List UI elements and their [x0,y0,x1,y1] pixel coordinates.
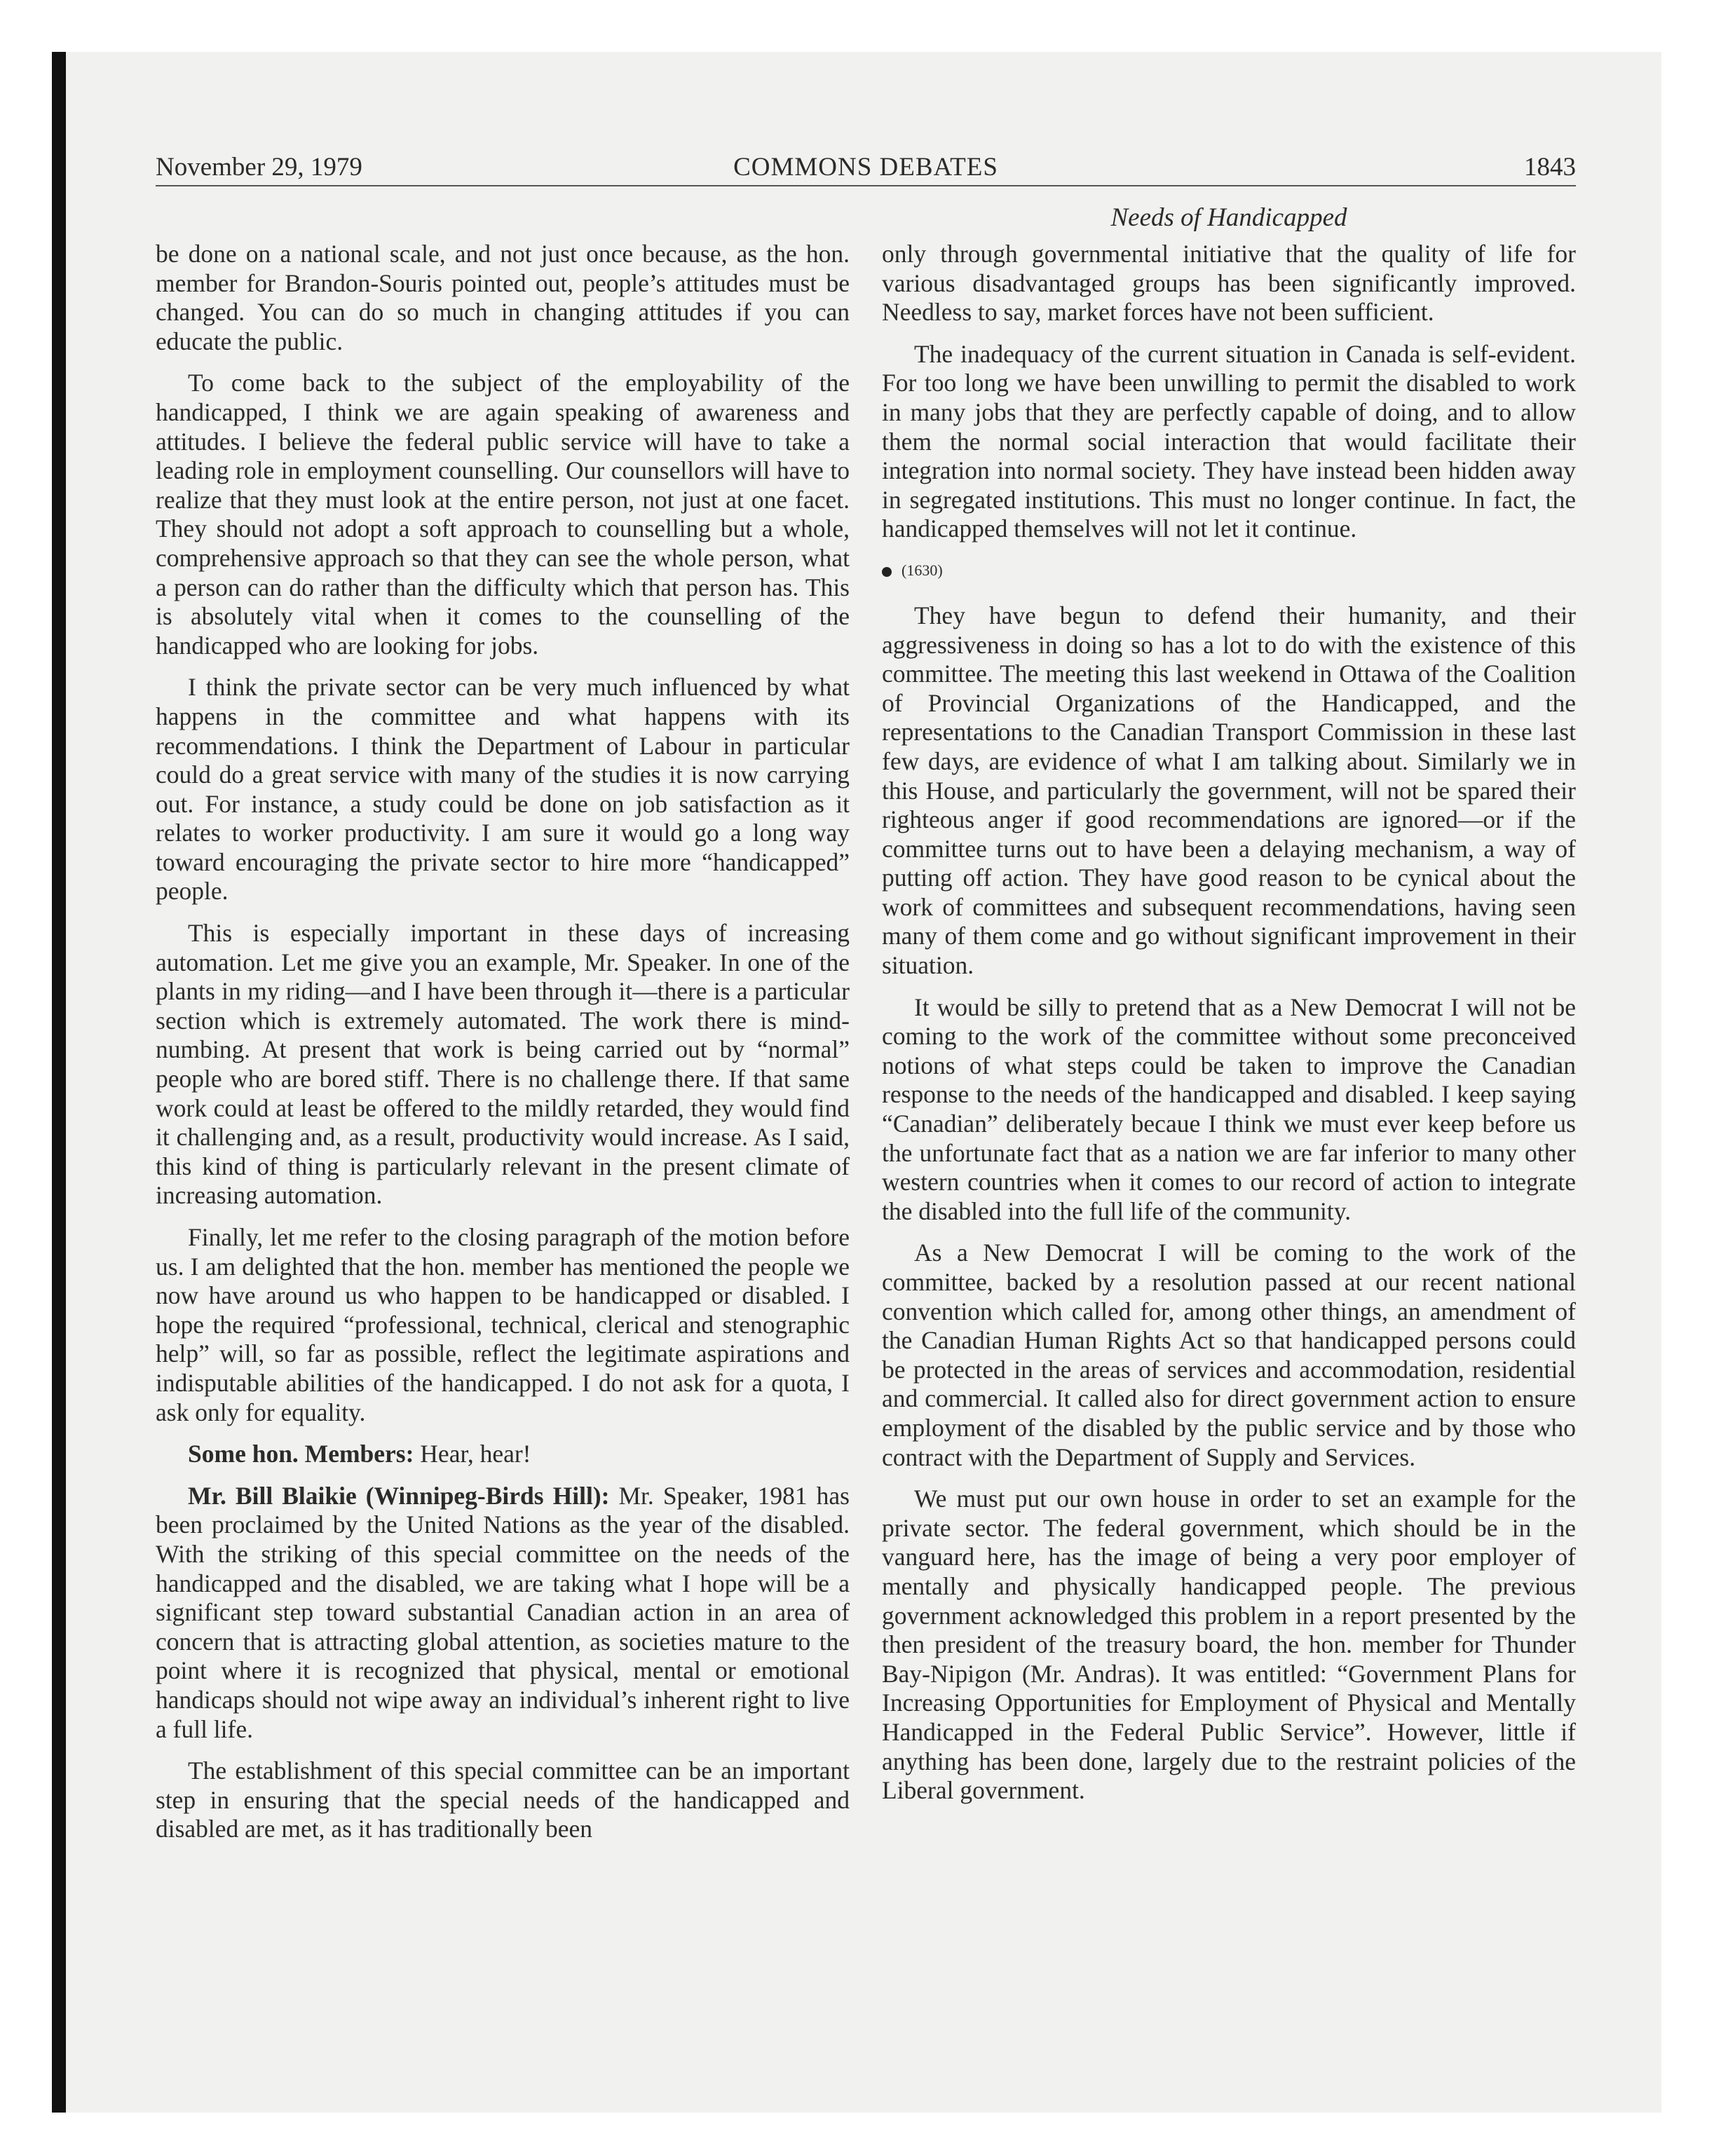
binding-edge [52,52,66,2113]
paragraph: Finally, let me refer to the closing paragraph of the motion before us. I am delighted that the hon. member has mentioned the people we now have around us who happen to be handicapped or disabled. I hope the required “professional, technical, clerical and stenographic help” will, so far as possible, reflect the legitimate aspirations and indisputable abilities of the handicapped. I do not ask for a quota, I ask only for equality. [156,1223,850,1426]
right-column [882,240,1576,1818]
speech-text: Mr. Speaker, 1981 has been proclaimed by the United Nations as the year of the disabled. With the striking of this special committee on the needs of the handicapped and the disabled, we are taking what I hope will be a significant step toward substantial Canadian action in an area of concern that is attracting global attention, as societies mature to the point where it is recognized that physical, mental or emotional handicaps should not wipe away an individual’s inherent right to live a full life. [156,1481,850,1743]
paragraph: To come back to the subject of the employability of the handicapped, I think we are again speaking of awareness and attitudes. I believe the federal public service will have to take a leading role in employment counselling. Our counsellors will have to realize that they must look at the entire person, not just at one facet. They should not adopt a soft approach to counselling but a whole, comprehensive approach so that they can see the whole person, what a person can do rather than the difficulty which that person has. This is absolutely vital when it comes to the counselling of the handicapped who are looking for jobs. [156,369,850,660]
paragraph: The establishment of this special committee can be an important step in ensuring that the special needs of the handicapped and disabled are met, as it has traditionally been [156,1756,850,1843]
speaker-name: Mr. Bill Blaikie (Winnipeg-Birds Hill): [188,1481,610,1510]
paragraph: This is especially important in these days of increasing automation. Let me give you an example, Mr. Speaker. In one of the plants in my riding—and I have been through it—there is a particular section which is extremely automated. The work there is mind-numbing. At present that work is being carried out by “normal” people who are bored stiff. There is no challenge there. If that same work could at least be offered to the mildly retarded, they would find it challenging and, as a result, productivity would increase. As I said, this kind of thing is particularly relevant in the present climate of increasing automation. [156,919,850,1210]
paragraph: They have begun to defend their humanity, and their aggressiveness in doing so has a lot to do with the existence of this committee. The meeting this last weekend in Ottawa of the Coalition of Provincial Organizations of the Handicapped, and the representations to the Canadian Transport Commission in these last few days, are evidence of what I am talking about. Similarly we in this House, and particularly the government, will not be spared their righteous anger if good recommendations are ignored—or if the committee turns out to have been a delaying mechanism, a way of putting off action. They have good reason to be cynical about the work of committees and subsequent recommendations, having seen many of them come and go without significant improvement in their situation. [882,601,1576,980]
paragraph: It would be silly to pretend that as a New Democrat I will not be coming to the work of the committee without some preconceived notions of what steps could be taken to improve the Canadian response to the needs of the handicapped and disabled. I keep saying “Canadian” deliberately becaue I think we must ever keep before us the unfortunate fact that as a nation we are far inferior to many other western countries when it comes to our record of action to integrate the disabled into the full life of the community. [882,992,1576,1225]
page-header [156,150,1576,185]
page-number: 1843 [1524,153,1576,182]
bullet-icon [882,567,892,577]
left-column [156,240,850,1857]
running-title: Needs of Handicapped [1110,203,1347,232]
paragraph: As a New Democrat I will be coming to the work of the committee, backed by a resolution passed at our recent national convention which called for, among other things, an amendment of the Canadian Human Rights Act so that handicapped persons could be protected in the areas of services and accommodation, residential and commercial. It called also for direct government action to ensure employment of the disabled by the public service and by those who contract with the Department of Supply and Services. [882,1239,1576,1471]
paragraph: only through governmental initiative that the quality of life for various disadvantaged groups has been significantly improved. Needless to say, market forces have not been sufficient. [882,240,1576,327]
header-rule [156,185,1576,186]
paragraph: The inadequacy of the current situation in Canada is self-evident. For too long we have been unwilling to permit the disabled to work in many jobs that they are perfectly capable of doing, and to allow them the normal social interaction that would facilitate their integration into normal society. They have instead been hidden away in segregated institutions. This must no longer continue. In fact, the handicapped themselves will not let it continue. [882,339,1576,543]
paragraph: We must put our own house in order to set an example for the private sector. The federal government, which should be in the vanguard here, has the image of being a very poor employer of mentally and physically handicapped people. The previous government acknowledged this problem in a report presented by the then president of the treasury board, the hon. member for Thunder Bay-Nipigon (Mr. Andras). It was entitled: “Government Plans for Increasing Opportunities for Employment of Physical and Mentally Handicapped in the Federal Public Service”. However, little if anything has been done, largely due to the restraint policies of the Liberal government. [882,1485,1576,1805]
paragraph: be done on a national scale, and not just once because, as the hon. member for Brandon-Souris pointed out, people’s attitudes must be changed. You can do so much in changing attitudes if you can educate the public. [156,240,850,355]
speech-paragraph [156,1482,850,1744]
time-marker [882,557,1576,585]
header-title: COMMONS DEBATES [733,153,998,182]
speaker-name: Some hon. Members: [188,1440,414,1468]
speech-paragraph [156,1440,850,1469]
paragraph: I think the private sector can be very much influenced by what happens in the committee and what happens with its recommendations. I think the Department of Labour in particular could do a great service with many of the studies it is now carrying out. For instance, a study could be done on job satisfaction as it relates to worker productivity. I am sure it would go a long way toward encouraging the private sector to hire more “handicapped” people. [156,673,850,906]
header-date: November 29, 1979 [156,153,362,182]
speech-text: Hear, hear! [420,1440,531,1468]
time-marker-text: (1630) [901,561,943,579]
